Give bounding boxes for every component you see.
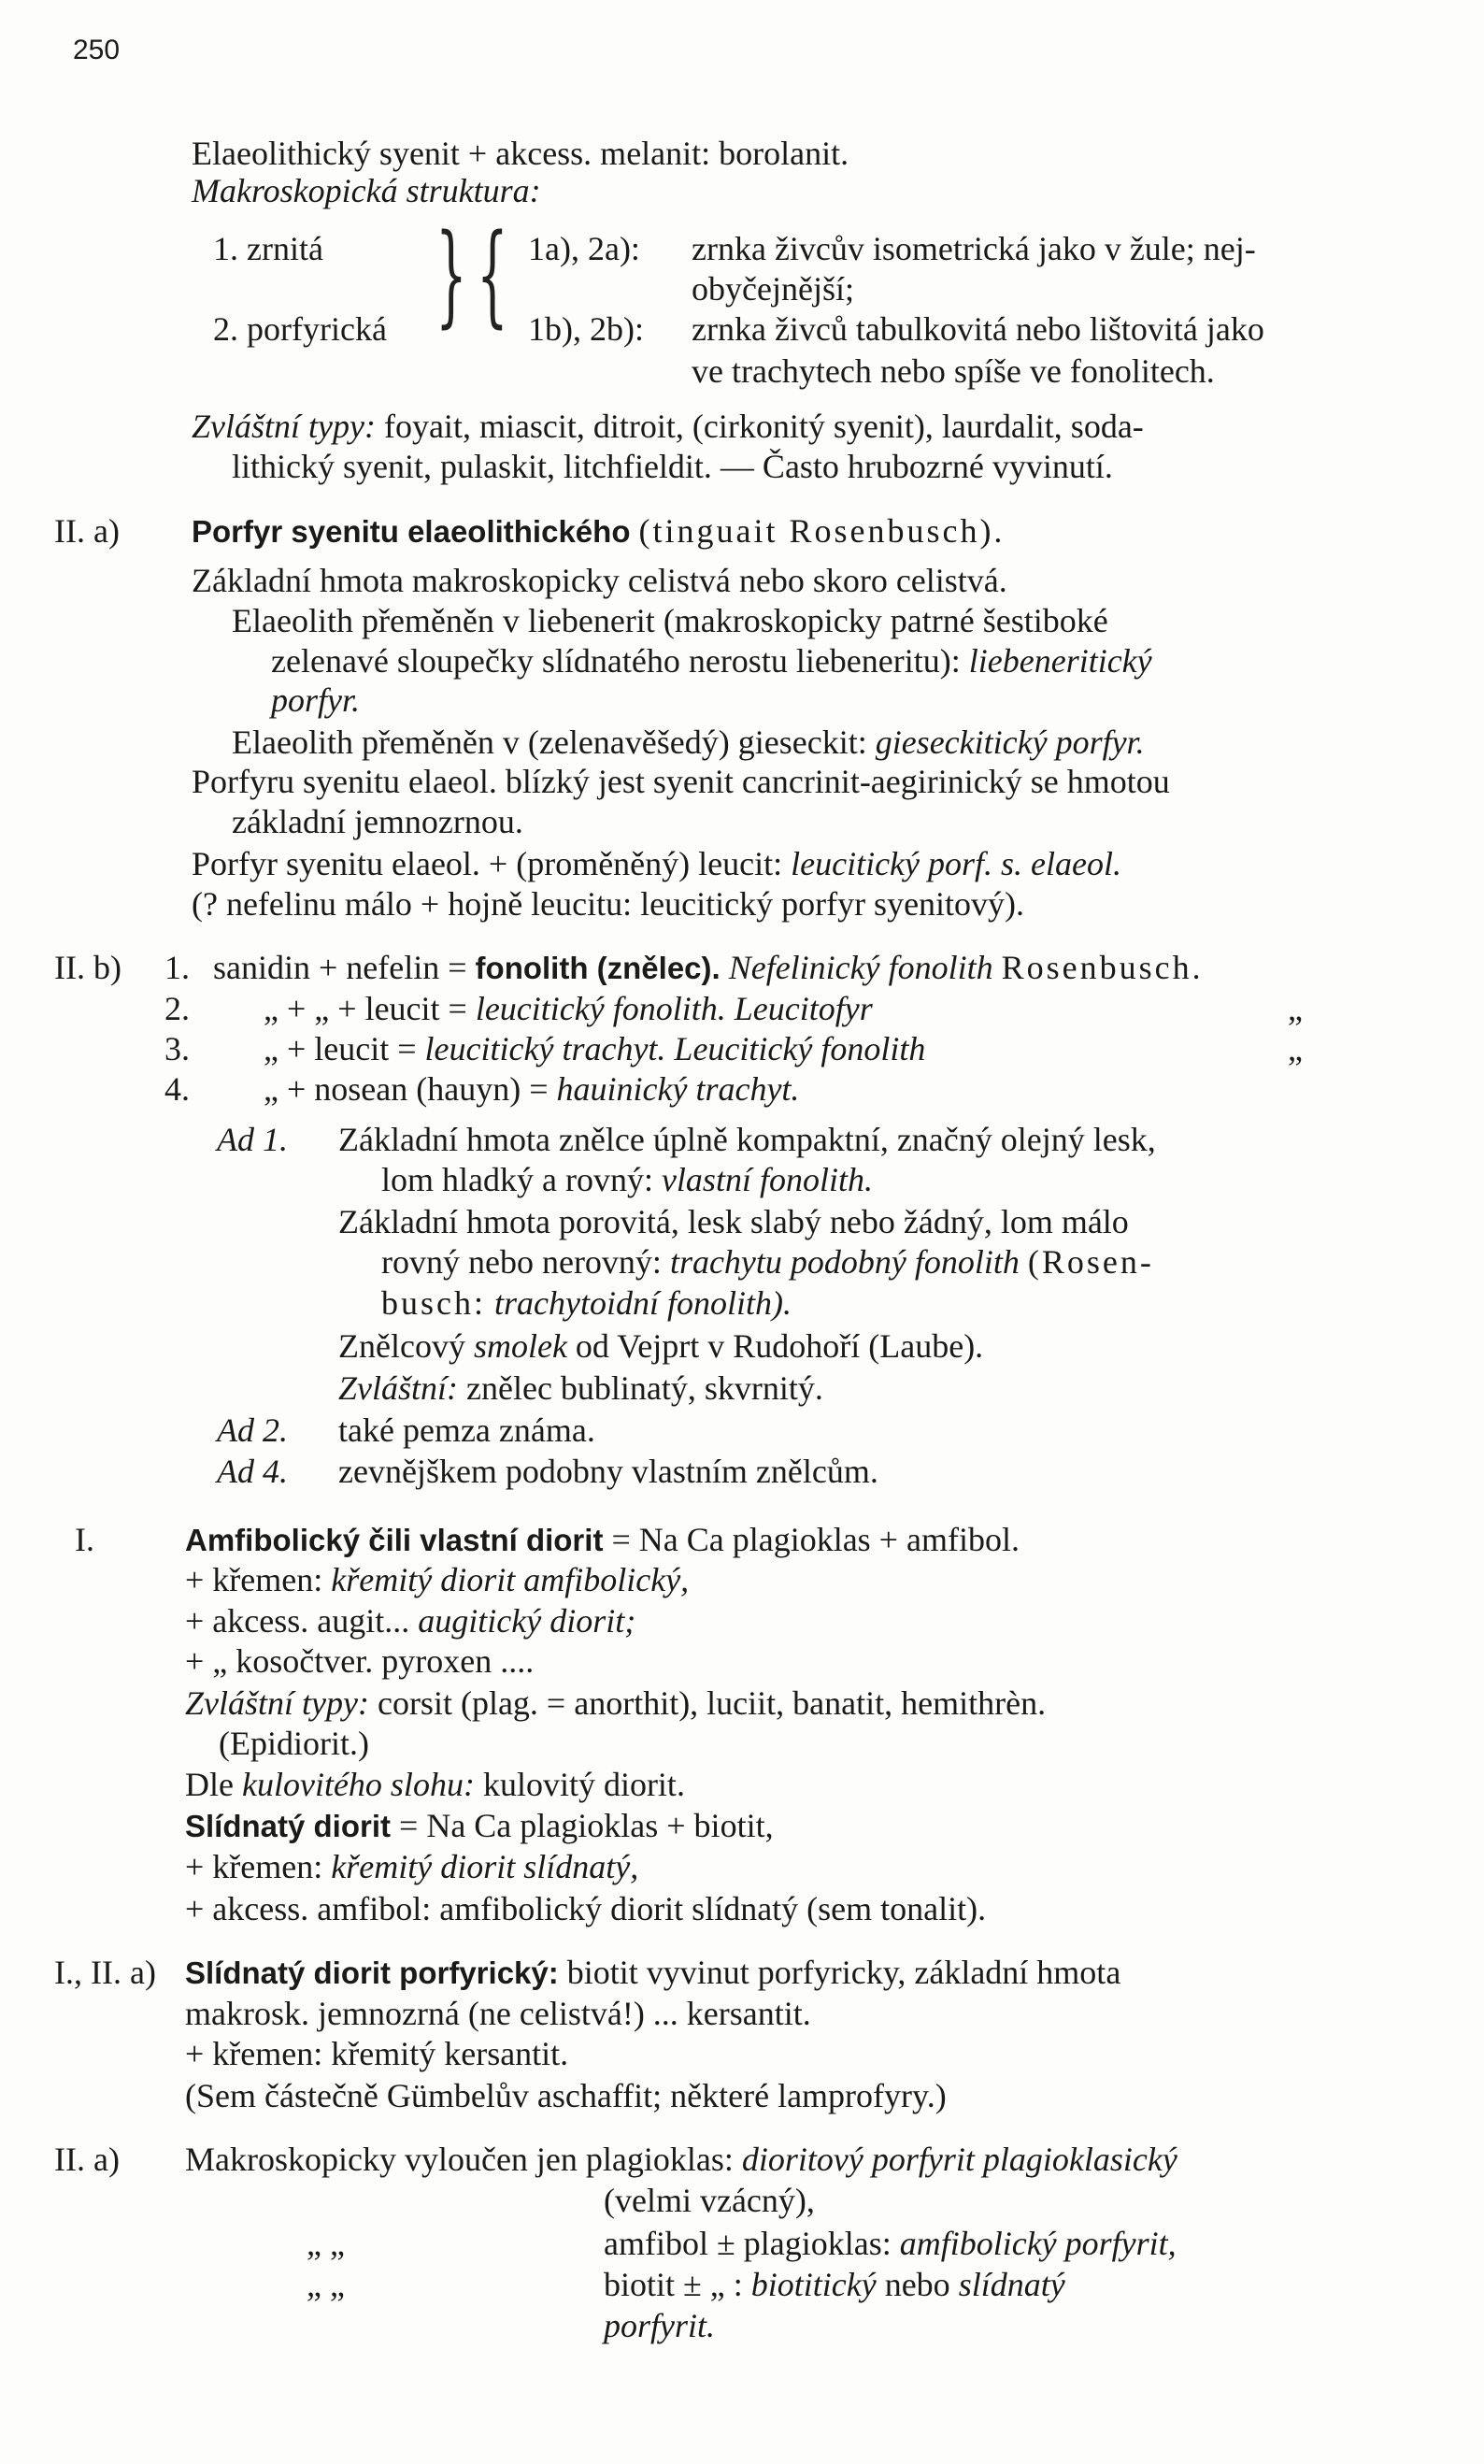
kremity-diorit-term: křemitý diorit amfibolický, bbox=[331, 1561, 690, 1598]
zvlastni-typy-label: Zvláštní typy: bbox=[192, 408, 376, 445]
ditto-marks-2: „ „ bbox=[307, 2266, 345, 2303]
rosenbusch-author: Rosenbusch. bbox=[1001, 949, 1204, 986]
row3-composition: „ + leucit = bbox=[264, 1030, 417, 1067]
gieseckiticky-term: gieseckitický porfyr. bbox=[875, 723, 1145, 761]
ad1-line-2 bbox=[381, 1159, 873, 1200]
gieseckit-text: Elaeolith přeměněn v (zelenavěšedý) gieseckit: bbox=[232, 723, 867, 761]
corsit-text: corsit (plag. = anorthit), luciit, banatit, hemithrèn. bbox=[377, 1684, 1047, 1722]
zvlastni-typy-text: foyait, miascit, ditroit, (cirkonitý syenit), laurdalit, soda- bbox=[383, 408, 1144, 445]
hauinicky-row bbox=[264, 1068, 799, 1110]
variant-1a-2a: 1a), 2a): bbox=[528, 230, 640, 267]
liebenerit-line-1: Elaeolith přeměněn v liebenerit (makroskopicky patrné šestiboké bbox=[232, 602, 1108, 639]
fonolith-row bbox=[213, 947, 1204, 989]
dioritovy-porfyrit-term: dioritový porfyrit plagioklasický bbox=[741, 2141, 1177, 2178]
kremen-line bbox=[185, 1559, 689, 1600]
sanidin-nefelin: sanidin + nefelin = bbox=[213, 949, 467, 986]
row2-number: 2. bbox=[164, 990, 190, 1027]
amfibolicky-porfyrit-term: amfibolický porfyrit, bbox=[899, 2225, 1177, 2262]
hauinicky-trachyt-term: hauinický trachyt. bbox=[556, 1070, 800, 1108]
kulovity-diorit-text: kulovitý diorit. bbox=[482, 1766, 685, 1803]
kremity-diorit-slidnaty-term: křemitý diorit slídnatý, bbox=[331, 1848, 639, 1885]
section-marker-IIa: II. a) bbox=[54, 512, 120, 550]
left-brace: { bbox=[477, 209, 508, 338]
kremity-slidnaty-line bbox=[185, 1846, 638, 1887]
slidnaty-diorit-line bbox=[185, 1805, 774, 1847]
amfibolicky-diorit-formula: = Na Ca plagioklas + amfibol. bbox=[611, 1521, 1020, 1558]
variant-1-cont: obyčejnější; bbox=[692, 270, 854, 308]
section-marker-IIb: II. b) bbox=[54, 949, 121, 986]
ad2-label: Ad 2. bbox=[217, 1411, 288, 1449]
leuciticky-porf-term: leucitický porf. s. elaeol. bbox=[791, 845, 1121, 882]
porfyr-syenitu-heading bbox=[192, 510, 1005, 552]
liebeneriticky-term: liebeneritický bbox=[968, 642, 1152, 680]
row4-composition: „ + nosean (hauyn) = bbox=[264, 1070, 549, 1108]
leucit-text: Porfyr syenitu elaeol. + (proměněný) leucit: bbox=[192, 845, 783, 882]
amfibol-line bbox=[604, 2223, 1177, 2264]
ad4-label: Ad 4. bbox=[217, 1453, 288, 1490]
znelcovy-text: Znělcový bbox=[338, 1327, 465, 1365]
liebenerit-line-2 bbox=[271, 640, 1152, 681]
slidnaty-diorit-porfyricky-title: Slídnatý diorit porfyrický: bbox=[185, 1955, 559, 1990]
row3-number: 3. bbox=[164, 1030, 190, 1067]
leucit-line bbox=[192, 843, 1121, 884]
dle-text: Dle bbox=[185, 1766, 234, 1803]
ad4-text: zevnějškem podobny vlastním znělcům. bbox=[338, 1453, 878, 1490]
tonalit-line: + akcess. amfibol: amfibolický diorit slídnatý (sem tonalit). bbox=[185, 1890, 987, 1927]
right-brace: } bbox=[435, 209, 467, 338]
kulovity-line bbox=[185, 1764, 685, 1805]
variant-1-text: zrnka živcův isometrická jako v žule; nej- bbox=[692, 230, 1256, 267]
ad1-line-1: Základní hmota znělce úplně kompaktní, značný olejný lesk, bbox=[338, 1121, 1156, 1158]
porfyr-syenitu-title: Porfyr syenitu elaeolithického bbox=[192, 514, 631, 549]
liebenerit-text: zelenavé sloupečky slídnatého nerostu liebeneritu): bbox=[271, 642, 961, 680]
section-marker-IIa-2: II. a) bbox=[54, 2141, 120, 2178]
nefelinicky-fonolith-term: Nefelinický fonolith bbox=[728, 949, 993, 986]
zvlastni-typy-cont: lithický syenit, pulaskit, litchfieldit. — Často hrubozrné vyvinutí. bbox=[232, 448, 1113, 485]
section-marker-I-IIa: I., II. a) bbox=[54, 1954, 156, 1991]
zrnita-label: 1. zrnitá bbox=[213, 230, 323, 267]
slidnaty-diorit-formula: = Na Ca plagioklas + biotit, bbox=[399, 1807, 774, 1844]
ad1-line-4 bbox=[381, 1241, 1154, 1282]
ad1-line-6 bbox=[338, 1325, 983, 1367]
biotit-line bbox=[604, 2264, 1065, 2305]
elaeolith-syenit-line: Elaeolithický syenit + akcess. melanit: borolanit. bbox=[192, 135, 849, 172]
velmi-vzacny-line: (velmi vzácný), bbox=[604, 2182, 815, 2219]
variant-2-cont: ve trachytech nebo spíše ve fonolitech. bbox=[692, 352, 1215, 390]
zvlastni-typy-diorit-line bbox=[185, 1683, 1046, 1724]
liebenerit-line-3: porfyr. bbox=[271, 681, 361, 719]
kremen-text-2: + křemen: bbox=[185, 1848, 323, 1885]
row2-composition: „ + „ + leucit = bbox=[264, 990, 467, 1027]
biotit-plagioklas-text: biotit ± „ : bbox=[604, 2266, 743, 2303]
kremen-text: + křemen: bbox=[185, 1561, 323, 1598]
slidnaty-diorit-title: Slídnatý diorit bbox=[185, 1809, 392, 1843]
ad2-text: také pemza známa. bbox=[338, 1411, 595, 1449]
trachytoidni-term: trachytoidní fonolith). bbox=[494, 1284, 792, 1322]
trachytu-podobny-term: trachytu podobný fonolith bbox=[669, 1243, 1020, 1281]
plagioklas-line bbox=[185, 2139, 1177, 2180]
ad1-label: Ad 1. bbox=[217, 1121, 288, 1158]
epidiorit-line: (Epidiorit.) bbox=[219, 1725, 369, 1762]
page-number: 250 bbox=[73, 35, 121, 65]
augiticky-diorit-term: augitický diorit; bbox=[418, 1602, 636, 1640]
ad1-line-7 bbox=[338, 1368, 823, 1409]
nefelin-leucit-line: (? nefelinu málo + hojně leucitu: leucitický porfyr syenitový). bbox=[192, 885, 1025, 923]
busch-author: busch: bbox=[381, 1284, 486, 1322]
makro-struktura-label: Makroskopická struktura: bbox=[192, 172, 541, 209]
zvlastni-typy-line bbox=[192, 406, 1144, 447]
leuciticky-trachyt-term: leucitický trachyt. Leucitický fonolith bbox=[424, 1030, 926, 1067]
nebo-text: nebo bbox=[884, 2266, 950, 2303]
vlastni-fonolith-term: vlastní fonolith. bbox=[661, 1161, 873, 1198]
slidnaty-term: slídnatý bbox=[958, 2266, 1065, 2303]
bublinaty-text: znělec bublinatý, skvrnitý. bbox=[466, 1369, 823, 1407]
variant-2-text: zrnka živců tabulkovitá nebo lištovitá jako bbox=[692, 310, 1264, 348]
zvlastni-typy-diorit-label: Zvláštní typy: bbox=[185, 1684, 369, 1722]
amfibolicky-diorit-title: Amfibolický čili vlastní diorit bbox=[185, 1523, 604, 1557]
kersantit-line: makrosk. jemnozrná (ne celistvá!) ... kersantit. bbox=[185, 1995, 811, 2032]
leucit-trachyt-row bbox=[264, 1028, 925, 1069]
row1-number: 1. bbox=[164, 949, 190, 986]
variant-1b-2b: 1b), 2b): bbox=[528, 310, 644, 348]
fonolith-term: fonolith (znělec). bbox=[475, 951, 721, 985]
ad1-line-3: Základní hmota porovitá, lesk slabý nebo žádný, lom málo bbox=[338, 1203, 1129, 1240]
porfyricky-diorit-heading bbox=[185, 1952, 1120, 1994]
row3-ditto: „ bbox=[1288, 1030, 1303, 1067]
gieseckit-line bbox=[232, 722, 1145, 763]
row4-number: 4. bbox=[164, 1070, 190, 1108]
zakladni-hmota-line: Základní hmota makroskopicky celistvá nebo skoro celistvá. bbox=[192, 562, 1007, 599]
plagioklas-text: Makroskopicky vyloučen jen plagioklas: bbox=[185, 2141, 734, 2178]
augit-text: + akcess. augit... bbox=[185, 1602, 410, 1640]
amfibolicky-diorit-heading bbox=[185, 1519, 1020, 1561]
section-marker-I: I. bbox=[75, 1521, 94, 1558]
ad1-line-4-text: rovný nebo nerovný: bbox=[381, 1243, 662, 1281]
augit-line bbox=[185, 1600, 635, 1641]
ditto-marks-1: „ „ bbox=[307, 2225, 345, 2262]
biotiticky-term: biotitický bbox=[750, 2266, 877, 2303]
zvlastni-label: Zvláštní: bbox=[338, 1369, 459, 1407]
biotit-text: biotit vyvinut porfyricky, základní hmota bbox=[566, 1954, 1121, 1991]
kuloviteho-slohu-term: kulovitého slohu: bbox=[241, 1766, 475, 1803]
cancrinit-line-2: základní jemnozrnou. bbox=[232, 803, 523, 840]
smolek-term: smolek bbox=[473, 1327, 567, 1365]
porfyrit-line: porfyrit. bbox=[604, 2307, 716, 2344]
vejprt-text: od Vejprt v Rudohoří (Laube). bbox=[575, 1327, 984, 1365]
porfyr-syenitu-note: (tinguait Rosenbusch). bbox=[638, 512, 1006, 550]
kremity-kersantit-line: + křemen: křemitý kersantit. bbox=[185, 2035, 569, 2072]
aschaffit-line: (Sem částečně Gümbelův aschaffit; některé lamprofyry.) bbox=[185, 2077, 947, 2114]
ad1-line-2-text: lom hladký a rovný: bbox=[381, 1161, 653, 1198]
porfyricka-label: 2. porfyrická bbox=[213, 310, 387, 348]
rosen-author: (Rosen- bbox=[1027, 1243, 1154, 1281]
cancrinit-line-1: Porfyru syenitu elaeol. blízký jest syenit cancrinit-aegirinický se hmotou bbox=[192, 763, 1170, 800]
leucit-fonolith-row bbox=[264, 988, 873, 1029]
row2-ditto: „ bbox=[1288, 990, 1303, 1027]
pyroxen-line: + „ kosočtver. pyroxen .... bbox=[185, 1642, 535, 1680]
ad1-line-5 bbox=[381, 1282, 792, 1324]
amfibol-text: amfibol ± plagioklas: bbox=[604, 2225, 892, 2262]
leuciticky-fonolith-term: leucitický fonolith. Leucitofyr bbox=[475, 990, 873, 1027]
